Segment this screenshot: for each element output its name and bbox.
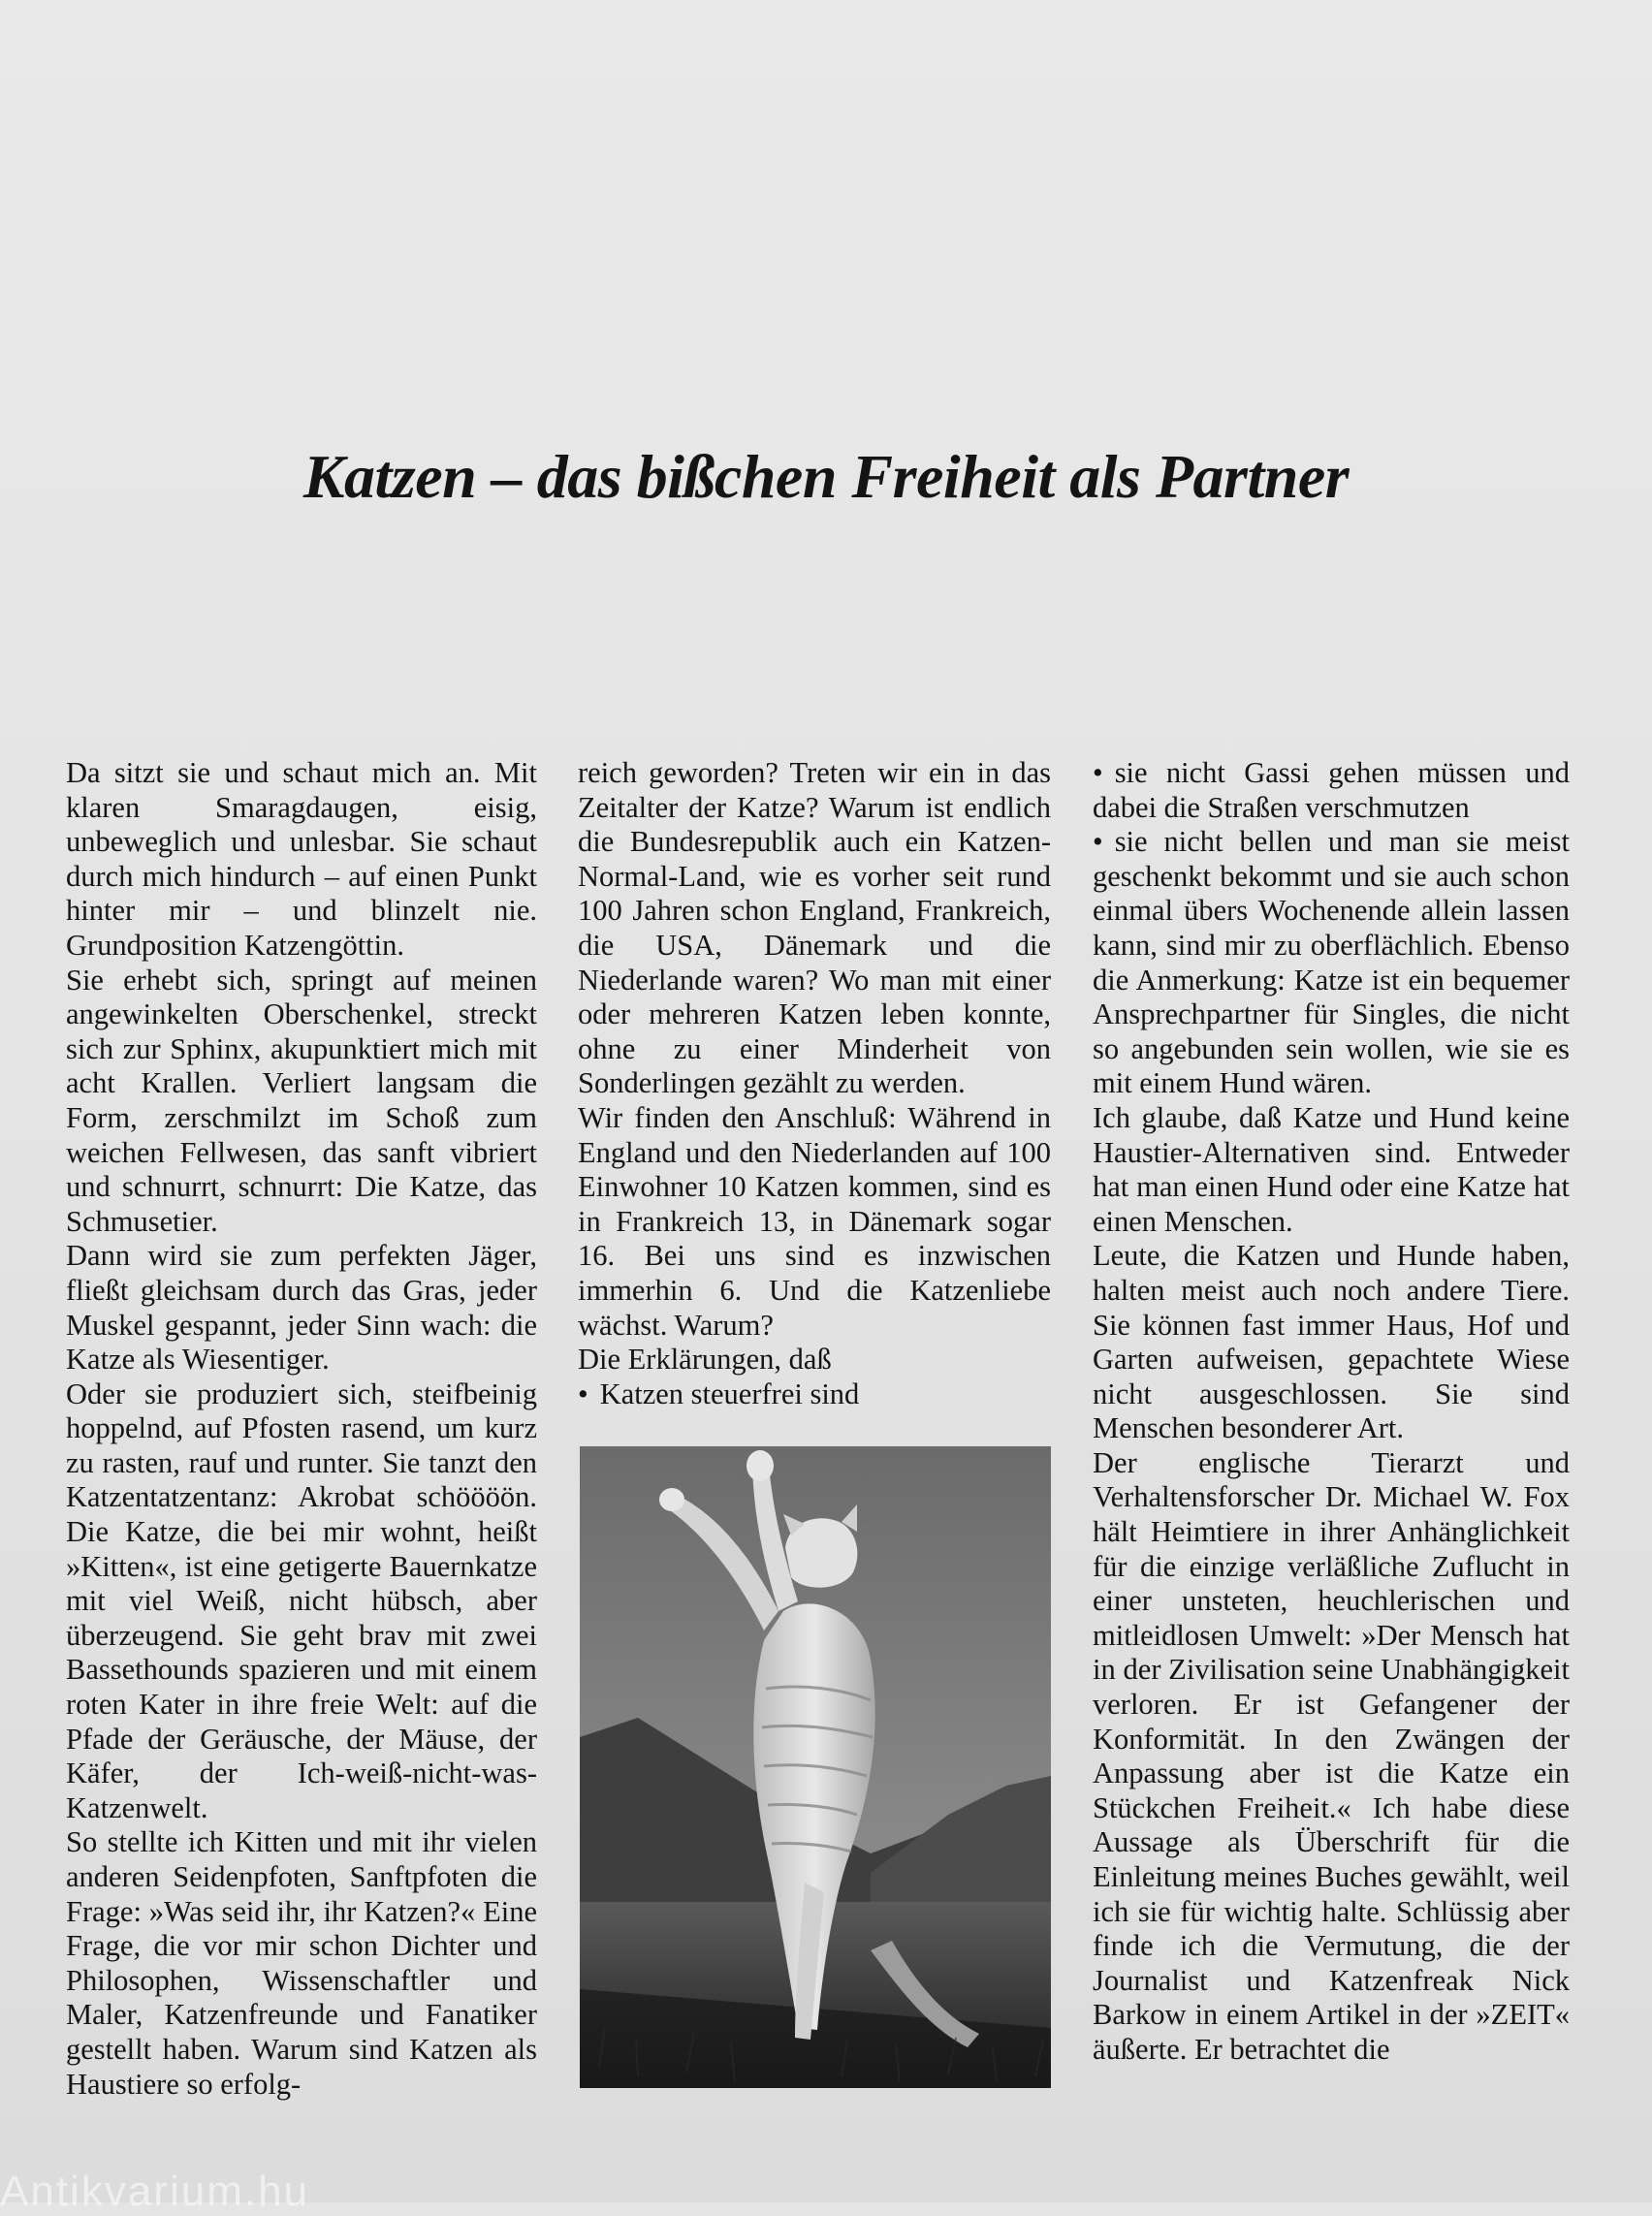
paragraph: reich geworden? Treten wir ein in das Zeitalter der Katze? Warum ist endlich die Bundesrepublik auch ein Katzen-Normal-Land, wie es vorher seit rund 100 Jahren schon England, Frankreich, die USA, Dänemark und die Niederlande waren? Wo man mit einer oder mehreren Katzen leben konnte, ohne zu einer Minderheit von Sonderlingen gezählt zu werden. (578, 756, 1051, 1100)
cat-photo-drawing (580, 1446, 1051, 2088)
paragraph: Der englische Tierarzt und Verhaltensforscher Dr. Michael W. Fox hält Heimtiere in ihrer Anhänglichkeit für die einzige verläßliche Zuflucht in einer unsteten, heuchlerischen und mitleidlosen Umwelt: »Der Mensch hat in der Zivilisation seine Unabhängigkeit verloren. Er ist Gefangener der Konformität. In den Zwängen der Anpassung aber ist die Katze ein Stückchen Freiheit.« Ich habe diese Aussage als Überschrift für die Einleitung meines Buches gewählt, weil ich sie für wichtig halte. Schlüssig aber finde ich die Vermutung, die der Journalist und Katzenfreak Nick Barkow in einem Artikel in der »ZEIT« äußerte. Er betrachtet die (1093, 1445, 1570, 2066)
paragraph: Wir finden den Anschluß: Während in England und den Niederlanden auf 100 Einwohner 10 Katzen kommen, sind es in Frankreich 13, in Dänemark sogar 16. Bei uns sind es inzwischen immerhin 6. Und die Katzenliebe wächst. Warum? (578, 1100, 1051, 1342)
cat-photo (580, 1446, 1051, 2088)
paragraph: Da sitzt sie und schaut mich an. Mit klaren Smaragdaugen, eisig, unbeweglich und unlesbar. Sie schaut durch mich hindurch – auf einen Punkt hinter mir – und blinzelt nie. Grundposition Katzengöttin. (66, 756, 537, 962)
paragraph: Ich glaube, daß Katze und Hund keine Haustier-Alternativen sind. Entweder hat man einen Hund oder eine Katze hat einen Menschen. (1093, 1100, 1570, 1238)
chapter-title: Katzen – das bißchen Freiheit als Partner (302, 442, 1350, 511)
paragraph: Die Erklärungen, daß (578, 1343, 832, 1377)
bullet-item: • sie nicht bellen und man sie meist geschenkt bekommt und sie auch schon einmal übers Wochenende allein lassen kann, sind mir zu oberflächlich. Ebenso die Anmerkung: Katze ist ein bequemer Ansprechpartner für Singles, die nicht so angebunden sein wollen, wie sie es mit einem Hund wären. (1093, 825, 1570, 1101)
cat-paw (659, 1488, 684, 1511)
paragraph: So stellte ich Kitten und mit ihr vielen anderen Seidenpfoten, Sanftpfoten die Frage: »Was seid ihr, ihr Katzen?« Eine Frage, die vor mir schon Dichter und Philosophen, Wissenschaftler und Maler, Katzenfreunde und Fanatiker gestellt haben. Warum sind Katzen als Haustiere so erfolg- (66, 1825, 537, 2101)
text-column-2 (578, 756, 1051, 1411)
paragraph: Oder sie produziert sich, steifbeinig hoppelnd, auf Pfosten rasend, um kurz zu rasten, rauf und runter. Sie tanzt den Katzentatzentanz: Akrobat schöööön. Die Katze, die bei mir wohnt, heißt »Kitten«, ist eine getigerte Bauernkatze mit viel Weiß, nicht hübsch, aber überzeugend. Sie geht brav mit zwei Bassethounds spazieren und mit einem roten Kater in ihre freie Welt: auf die Pfade der Geräusche, der Mäuse, der Käfer, der Ich-weiß-nicht-was-Katzenwelt. (66, 1377, 537, 1824)
cat-paw (747, 1450, 774, 1481)
paragraph: Sie erhebt sich, springt auf meinen angewinkelten Oberschenkel, streckt sich zur Sphinx, akupunktiert mich mit acht Krallen. Verliert langsam die Form, zerschmilzt im Schoß zum weichen Fellwesen, das sanft vibriert und schnurrt, schnurrt: Die Katze, das Schmusetier. (66, 963, 537, 1238)
watermark: Antikvarium.hu (0, 2168, 310, 2215)
paragraph: Dann wird sie zum perfekten Jäger, fließt gleichsam durch das Gras, jeder Muskel gespannt, jeder Sinn wach: die Katze als Wiesentiger. (66, 1239, 537, 1377)
paragraph: Leute, die Katzen und Hunde haben, halten meist auch noch andere Tiere. Sie können fast immer Haus, Hof und Garten aufweisen, gepachtete Wiese nicht ausgeschlossen. Sie sind Menschen besonderer Art. (1093, 1239, 1570, 1445)
text-column-1 (66, 756, 537, 2102)
bullet-item: • sie nicht Gassi gehen müssen und dabei die Straßen verschmutzen (1093, 756, 1570, 825)
text-column-3 (1093, 756, 1570, 2068)
bullet-item: • Katzen steuerfrei sind (578, 1377, 1051, 1412)
